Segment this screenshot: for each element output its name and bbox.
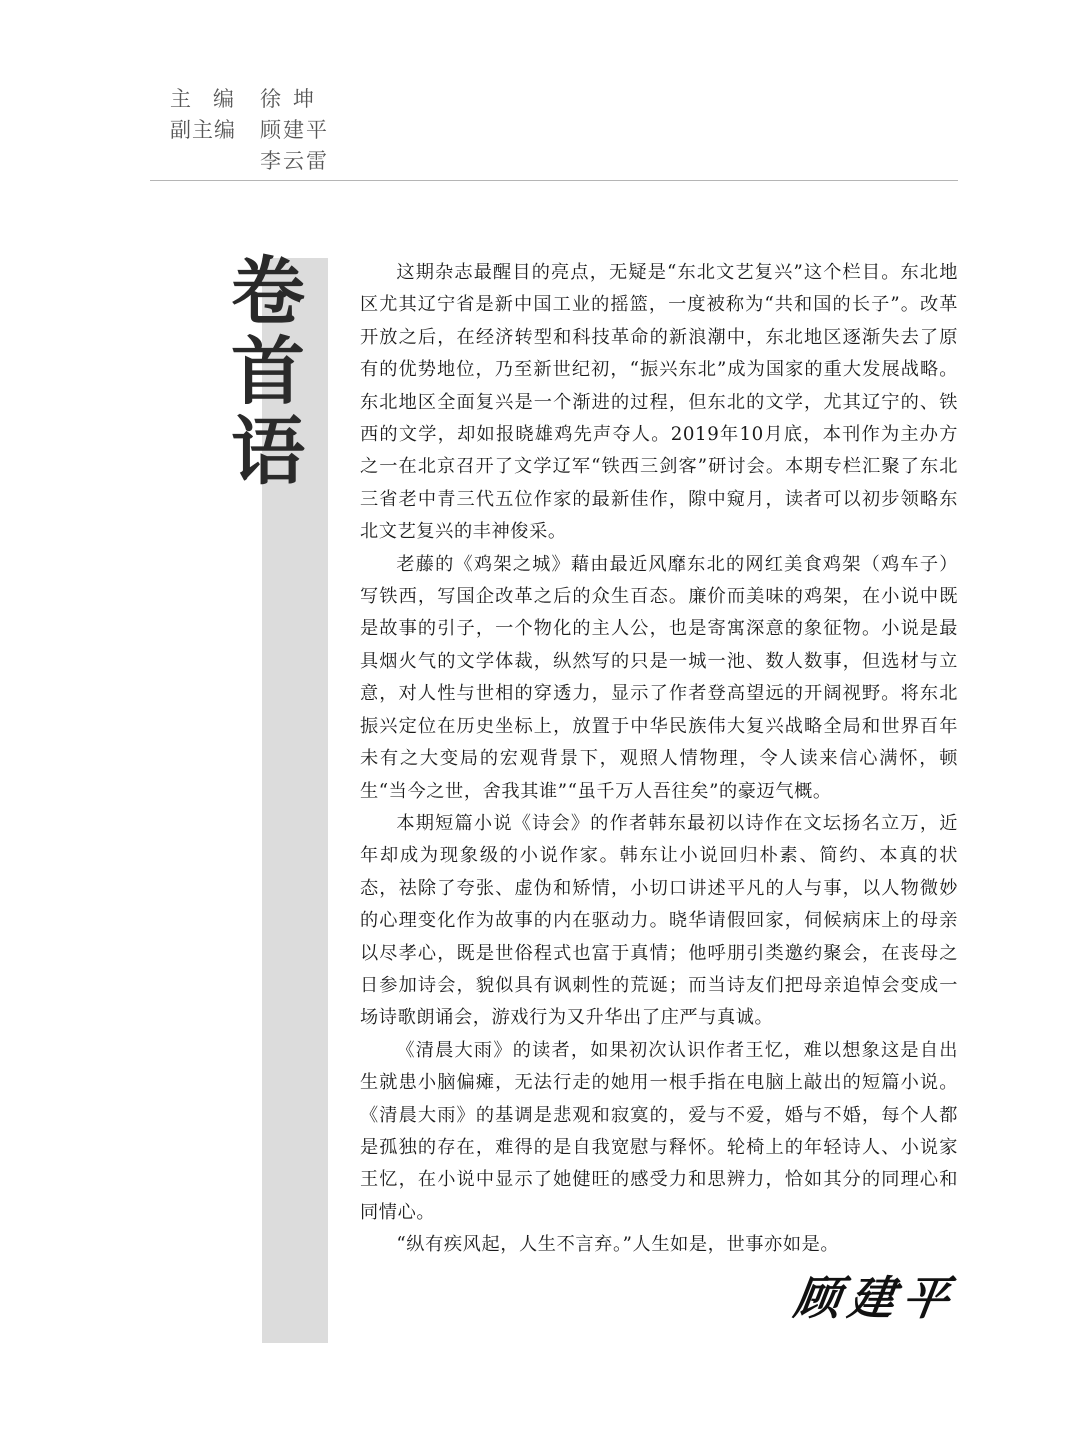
section-title-char-1: 卷: [231, 249, 305, 335]
masthead-deputy-row-2: [170, 146, 329, 177]
paragraph-4: 《清晨大雨》的读者，如果初次认识作者王忆，难以想象这是自出生就患小脑偏瘫，无法行走的她用一根手指在电脑上敲出的短篇小说。《清晨大雨》的基调是悲观和寂寞的，爱与不爱，婚与不婚，每个人都是孤独的存在，难得的是自我宽慰与释怀。轮椅上的年轻诗人、小说家王忆，在小说中显示了她健旺的感受力和思辨力，恰如其分的同理心和同情心。: [360, 1039, 958, 1223]
deputy-name-2: 李云雷: [260, 149, 329, 173]
article-body: [360, 257, 958, 1262]
paragraph-3: 本期短篇小说《诗会》的作者韩东最初以诗作在文坛扬名立万，近年却成为现象级的小说作家。韩东让小说回归朴素、简约、本真的状态，祛除了夸张、虚伪和矫情，小切口讲述平凡的人与事，以人物微妙的心理变化作为故事的内在驱动力。晓华请假回家，伺候病床上的母亲以尽孝心，既是世俗程式也富于真情；他呼朋引类邀约聚会，在丧母之日参加诗会，貌似具有讽刺性的荒诞；而当诗友们把母亲追悼会变成一场诗歌朗诵会，游戏行为又升华出了庄严与真诚。: [360, 812, 958, 1029]
masthead-deputy-row: [170, 115, 329, 146]
author-signature: 顾建平: [790, 1271, 961, 1325]
paragraph-5: “纵有疾风起，人生不言弃。”人生如是，世事亦如是。: [396, 1234, 840, 1256]
masthead: [170, 84, 329, 177]
header-divider: [150, 180, 958, 181]
section-title: [228, 249, 308, 495]
paragraph-2: 老藤的《鸡架之城》藉由最近风靡东北的网红美食鸡架（鸡车子）写铁西，写国企改革之后的众生百态。廉价而美味的鸡架，在小说中既是故事的引子，一个物化的主人公，也是寄寓深意的象征物。小说是最具烟火气的文学体裁，纵然写的只是一城一池、数人数事，但选材与立意，对人性与世相的穿透力，显示了作者登高望远的开阔视野。将东北振兴定位在历史坐标上，放置于中华民族伟大复兴战略全局和世界百年未有之大变局的宏观背景下，观照人情物理，令人读来信心满怀，顿生“当今之世，舍我其谁”“虽千万人吾往矣”的豪迈气概。: [360, 553, 958, 802]
section-title-char-2: 首: [231, 329, 305, 415]
paragraph-1: 这期杂志最醒目的亮点，无疑是“东北文艺复兴”这个栏目。东北地区尤其辽宁省是新中国工业的摇篮，一度被称为“共和国的长子”。改革开放之后，在经济转型和科技革命的新浪潮中，东北地区逐渐失去了原有的优势地位，乃至新世纪初，“振兴东北”成为国家的重大发展战略。东北地区全面复兴是一个渐进的过程，但东北的文学，尤其辽宁的、铁西的文学，却如报晓雄鸡先声夺人。2019年10月底，本刊作为主办方之一在北京召开了文学辽军“铁西三剑客”研讨会。本期专栏汇聚了东北三省老中青三代五位作家的最新佳作，隙中窥月，读者可以初步领略东北文艺复兴的丰神俊采。: [360, 262, 958, 543]
editor-role-label: 主编: [170, 87, 256, 111]
editor-name: 徐坤: [260, 87, 326, 111]
masthead-editor-row: [170, 84, 329, 115]
deputy-name-1: 顾建平: [260, 118, 329, 142]
deputy-role-spacer: [170, 146, 260, 177]
section-title-char-3: 语: [231, 409, 305, 495]
deputy-role-label: 副主编: [170, 118, 236, 142]
